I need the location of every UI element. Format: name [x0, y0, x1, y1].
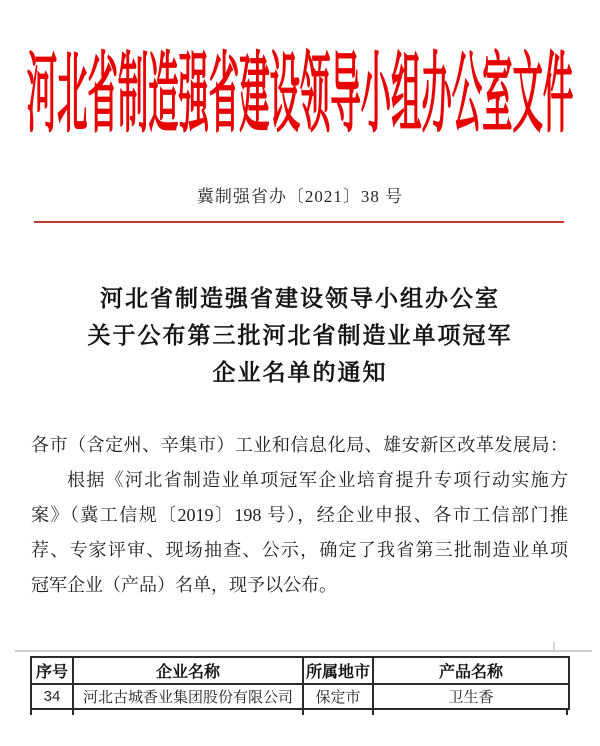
body-line-2: 根据《河北省制造业单项冠军企业培育提升专项行动实施方 — [67, 470, 568, 490]
notice-title-line-2: 关于公布第三批河北省制造业单项冠军 — [87, 323, 513, 348]
red-divider-line — [34, 221, 564, 223]
red-header-banner-title: 河北省制造强省建设领导小组办公室文件 — [26, 47, 574, 144]
cell-product-name: 卫生香 — [373, 684, 569, 709]
stub-border-left — [30, 710, 32, 715]
body-line-3: 案》（冀工信规〔2019〕198 号），经企业申报、各市工信部门推 — [31, 505, 568, 525]
body-line-5: 冠军企业（产品）名单，现予以公布。 — [31, 575, 337, 595]
champion-enterprise-table — [30, 656, 570, 710]
notice-title-line-3: 企业名单的通知 — [212, 360, 388, 385]
scan-artifact-vertical-stub — [553, 642, 555, 650]
cutoff-next-row-stub — [30, 710, 568, 715]
column-header-serial: 序号 — [31, 657, 73, 684]
column-header-enterprise-name: 企业名称 — [73, 657, 303, 684]
cell-city: 保定市 — [303, 684, 373, 709]
body-line-4: 荐、专家评审、现场抽查、公示，确定了我省第三批制造业单项 — [31, 540, 568, 560]
cell-enterprise-name: 河北古城香业集团股份有限公司 — [73, 684, 303, 709]
stub-border-col2 — [302, 710, 304, 715]
table-row — [31, 684, 569, 709]
notice-body — [31, 428, 568, 603]
stub-border-col3 — [372, 710, 374, 715]
scan-artifact-horizontal-line — [15, 650, 592, 652]
stub-border-right — [566, 710, 568, 715]
document-number: 冀制强省办〔2021〕38 号 — [196, 187, 404, 206]
cell-serial: 34 — [31, 684, 73, 709]
column-header-city: 所属地市 — [303, 657, 373, 684]
column-header-product-name: 产品名称 — [373, 657, 569, 684]
notice-title — [0, 280, 600, 391]
notice-title-line-1: 河北省制造强省建设领导小组办公室 — [100, 286, 500, 311]
stub-border-col1 — [72, 710, 74, 715]
body-line-salutation: 各市（含定州、辛集市）工业和信息化局、雄安新区改革发展局： — [31, 435, 568, 455]
table-header-row — [31, 657, 569, 684]
